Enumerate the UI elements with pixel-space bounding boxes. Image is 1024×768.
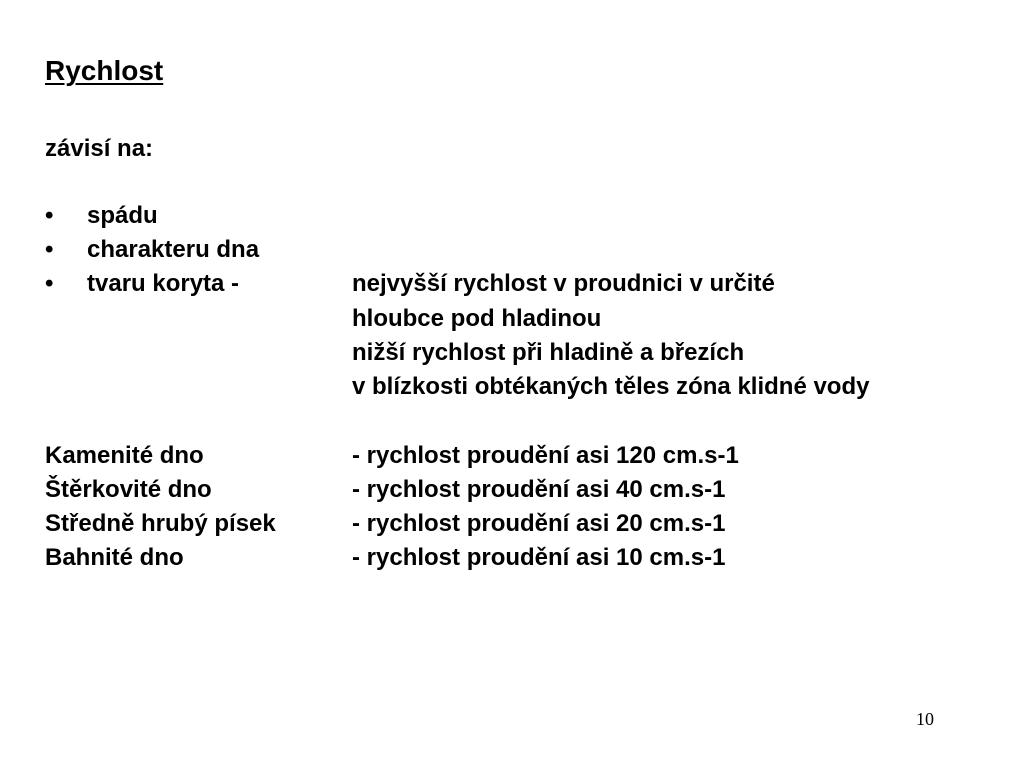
bullet-item-gradient: spádu <box>87 202 158 229</box>
bullet-item-channel-shape: tvaru koryta - <box>87 270 240 297</box>
bullet-marker: • <box>45 202 54 229</box>
bullet-marker: • <box>45 270 54 297</box>
description-line: nejvyšší rychlost v proudnici v určité <box>352 270 775 297</box>
description-line: nižší rychlost při hladině a březích <box>352 339 745 366</box>
intro-text: závisí na: <box>45 135 154 162</box>
bottom-type-label: Kamenité dno <box>45 442 204 469</box>
bullet-marker: • <box>45 236 54 263</box>
description-line: hloubce pod hladinou <box>352 305 602 332</box>
velocity-value: - rychlost proudění asi 10 cm.s-1 <box>352 544 726 571</box>
velocity-value: - rychlost proudění asi 40 cm.s-1 <box>352 476 726 503</box>
bottom-type-label: Bahnité dno <box>45 544 184 571</box>
bullet-item-bed-character: charakteru dna <box>87 236 260 263</box>
slide-title: Rychlost <box>45 55 164 86</box>
description-line: v blízkosti obtékaných těles zóna klidné vody <box>352 373 870 400</box>
velocity-value: - rychlost proudění asi 20 cm.s-1 <box>352 510 726 537</box>
velocity-value: - rychlost proudění asi 120 cm.s-1 <box>352 442 739 469</box>
bottom-type-label: Štěrkovité dno <box>45 476 212 503</box>
page-number: 10 <box>916 709 934 729</box>
bottom-type-label: Středně hrubý písek <box>45 510 276 537</box>
